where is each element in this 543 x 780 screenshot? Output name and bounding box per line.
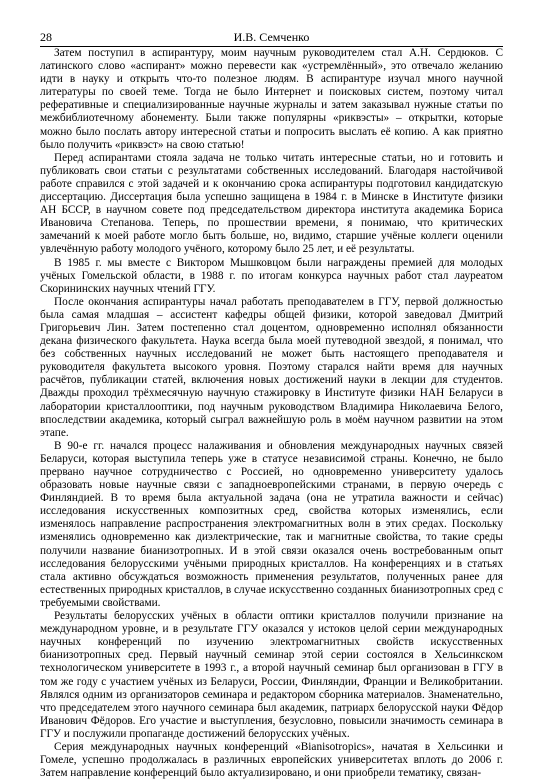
paragraph: Перед аспирантами стояла задача не только читать интересные статьи, но и готовить и публиковать свои статьи с результатами собственных исследований. Благодаря настойчивой работе справился с этой задачей и к окончанию срока аспирантуры подготовил кандидатскую диссертацию. Диссертация была успешно защищена в 1984 г. в Минске в Институте физики АН БССР, в научном совете под председательством директора института академика Бориса Ивановича Степанова. Теперь, по прошествии времени, я понимаю, что критических замечаний к моей работе могло быть больше, но, видимо, старшие учёные коллеги оценили увлечённую работу молодого учёного, которому было 25 лет, и её результаты. <box>40 151 503 256</box>
paragraph: После окончания аспирантуры начал работать преподавателем в ГГУ, первой должностью была самая младшая – ассистент кафедры общей физики, которой заведовал Дмитрий Григорьевич Лин. Затем постепенно стал доцентом, одновременно исполнял обязанности декана физического факультета. Наука всегда была моей путеводной звездой, я понимал, что без собственных научных исследований не может быть настоящего преподавателя и руководителя факультета высокого уровня. Поэтому старался найти время для научных расчётов, публикации статей, включения новых достижений науки в лекции для студентов. Дважды проходил трёхмесячную научную стажировку в Институте физики НАН Беларуси в лаборатории кристаллооптики, под научным руководством Владимира Николаевича Белого, впоследствии академика, который сыграл важнейшую роль в моём научном развитии на этом этапе. <box>40 295 503 439</box>
paragraph: В 90-е гг. начался процесс налаживания и обновления международных научных связей Беларуси, которая выступила теперь уже в статусе независимой страны. Конечно, не было прервано научное сотрудничество с Россией, но одновременно университету удалось образовать новые научные связи с западноевропейскими странами, в первую очередь с Финляндией. В то время была актуальной задача (она не утратила важности и сейчас) исследования искусственных композитных сред, свойства которых изменялись, если изменялось направление распространения электромагнитных волн в этих средах. Поскольку изменялись одновременно как диэлектрические, так и магнитные свойства, то такие среды получили название бианизотропных. И в этой связи оказался очень востребованным опыт исследования белорусскими учёными природных кристаллов. На конференциях и в статьях стала активно обсуждаться возможность применения результатов, полученных ранее для естественных природных кристаллов, в случае искусственно созданных бианизотропных сред с требуемыми свойствами. <box>40 439 503 609</box>
body-text <box>40 47 503 780</box>
paragraph: В 1985 г. мы вместе с Виктором Мышковцом были награждены премией для молодых учёных Гомельской области, в 1988 г. по итогам конкурса научных работ стал лауреатом Скорининских научных чтений ГГУ. <box>40 256 503 295</box>
running-title: И.В. Семченко <box>233 30 310 44</box>
paragraph: Серия международных научных конференций «Bianisotropics», начатая в Хельсинки и Гомеле, успешно продолжалась в различных европейских университетах вплоть до 2006 г. Затем направление конференций было актуализировано, и они приобрели тематику, связан- <box>40 740 503 780</box>
page-number: 28 <box>40 30 52 44</box>
running-header <box>40 0 503 47</box>
paragraph: Затем поступил в аспирантуру, моим научным руководителем стал А.Н. Сердюков. С латинского слово «аспирант» можно перевести как «устремлённый», это отвечало желанию идти в науку и открыть что-то полезное людям. В аспирантуре изучал много научной литературы по своей теме. Тогда не было Интернет и поисковых систем, поэтому читал реферативные и специализированные научные журналы и затем заказывал нужные статьи по межбиблиотечному абонементу. Были также популярны «риквэсты» – открытки, которые можно было послать автору интересной статьи и попросить выслать её копию. А как приятно было получить «риквэст» на свою статью! <box>40 47 503 151</box>
paragraph: Результаты белорусских учёных в области оптики кристаллов получили признание на международном уровне, и в результате ГГУ оказался у истоков целой серии международных научных конференций по изучению электромагнитных свойств искусственных бианизотропных сред. Первый научный семинар этой серии состоялся в Хельсинкском технологическом университете в 1993 г., а второй научный семинар был организован в ГГУ в том же году с участием учёных из Беларуси, России, Финляндии, Франции и Великобритании. Являлся одним из организаторов семинара и редактором сборника материалов. Знаменательно, что председателем этого научного семинара был академик, патриарх белорусской науки Фёдор Иванович Фёдоров. Его участие и выступления, безусловно, повысили значимость семинара в ГГУ и послужили пропаганде достижений белорусских учёных. <box>40 610 503 740</box>
